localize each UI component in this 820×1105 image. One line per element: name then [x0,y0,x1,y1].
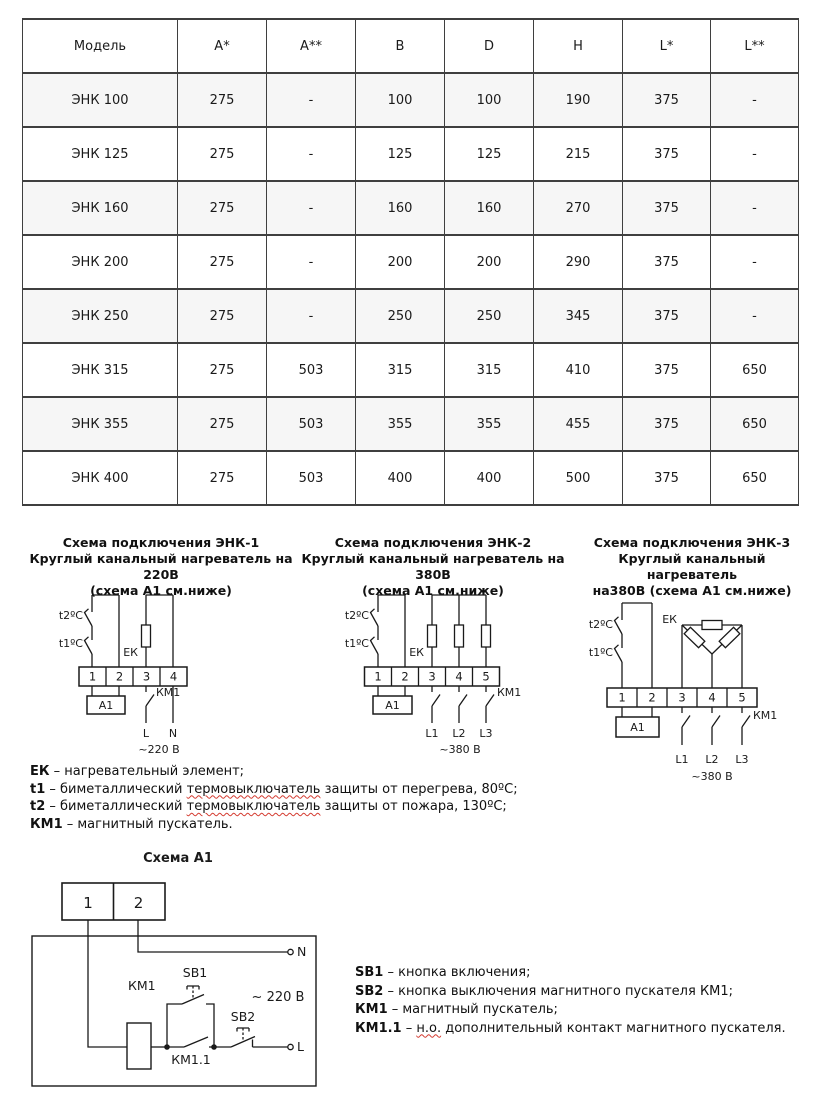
table-header-cell: L** [711,19,799,73]
table-cell: 200 [356,235,445,289]
terminal-number: 2 [401,669,409,684]
table-cell: 400 [356,451,445,505]
table-cell: - [711,289,799,343]
terminal-number: 3 [142,669,151,684]
table-cell: 275 [178,397,267,451]
legend-sep: – [383,965,399,980]
legend-sep: – [45,799,61,814]
terminal-number: 1 [83,894,93,912]
voltage-label: ~ 220 В [251,990,305,1005]
sb2-button-icon [214,1028,288,1047]
table-cell: ЭНК 315 [23,343,178,397]
legend-key: КМ1 [30,816,63,832]
legend-item-sb1 [355,964,815,983]
phase-l2-label: L2 [705,753,719,766]
table-row [23,289,799,343]
enk1-wiring-diagram [25,592,295,762]
table-cell: 650 [711,397,799,451]
table-cell: 275 [178,127,267,181]
legend-key: SB1 [355,965,384,980]
table-cell: 275 [178,73,267,127]
title-line: Круглый канальный нагреватель на 220В [29,551,293,582]
km1-contact-icon [432,686,494,723]
table-header-cell: L* [623,19,711,73]
table-cell: 375 [623,289,711,343]
legend-item-km1 [30,816,570,834]
legend-sep: – [45,781,61,797]
km1-label: КМ1 [497,686,522,699]
a1-label: А1 [630,721,645,734]
a1-label: А1 [98,699,114,712]
table-cell: 275 [178,451,267,505]
table-cell: ЭНК 250 [23,289,178,343]
table-cell: ЭНК 355 [23,397,178,451]
terminal-number: 5 [738,690,746,705]
schema-a1-diagram [25,875,330,1095]
enk1-wires [79,595,187,723]
title-line: (схема А1 см.ниже) [362,583,504,598]
terminal-number: 1 [618,690,626,705]
ek-label: ЕК [409,646,424,659]
table-row [23,451,799,505]
title-line: (схема А1 см.ниже) [90,583,232,598]
table-cell: 160 [445,181,534,235]
table-cell: - [267,289,356,343]
terminal-number: 1 [88,669,97,684]
legend-key: ЕК [30,764,50,779]
heater-resistor-icon [142,625,151,647]
table-row [23,343,799,397]
control-legend [355,964,815,1038]
phase-l3-label: L3 [479,727,493,740]
table-cell: - [267,181,356,235]
terminal-number: 5 [482,669,490,684]
table-row [23,235,799,289]
table-cell: 275 [178,235,267,289]
legend-text-wavy: н.о. [416,1020,442,1036]
legend-item-t1 [30,781,570,799]
legend-sep: – [49,764,65,779]
legend-text: кнопка включения; [398,965,531,980]
table-cell: 190 [534,73,623,127]
title-line: Круглый канальный нагреватель на 380В [301,551,565,582]
terminal-number: 2 [133,894,144,912]
legend-item-t2 [30,798,570,816]
ek-label: ЕК [123,646,138,659]
enk2-diagram-title [298,535,568,599]
components-legend [30,763,570,833]
t1-label: t1ºC [344,637,369,650]
table-header-row [23,19,799,73]
table-cell: 503 [267,397,356,451]
a1-label: А1 [385,699,400,712]
terminal-number: 2 [648,690,656,705]
sb2-label: SB2 [230,1009,256,1024]
table-cell: 315 [356,343,445,397]
legend-text: биметаллический [60,781,187,797]
enk1-diagram-title [25,535,297,599]
phase-l1-label: L1 [675,753,689,766]
table-cell: ЭНК 160 [23,181,178,235]
delta-heater-icon [682,621,742,655]
table-cell: ЭНК 125 [23,127,178,181]
table-cell: ЭНК 200 [23,235,178,289]
table-cell: 125 [356,127,445,181]
legend-text: защиты от перегрева, 80ºС; [320,781,518,797]
dimensions-table [22,18,799,506]
km1-label: КМ1 [128,978,156,993]
table-cell: - [711,127,799,181]
table-cell: 650 [711,451,799,505]
thermal-switch-icon [615,617,623,662]
table-cell: 355 [445,397,534,451]
legend-text: магнитный пускатель. [77,816,233,832]
table-cell: 100 [356,73,445,127]
voltage-label: ~220 В [138,743,180,756]
terminal-number: 4 [708,690,716,705]
table-cell: 375 [623,127,711,181]
table-cell: - [267,73,356,127]
table-cell: 500 [534,451,623,505]
n-terminal-icon [288,949,293,954]
km1-contact-icon [146,686,154,723]
km1-coil [127,1023,151,1069]
table-cell: 315 [445,343,534,397]
terminal-number: 4 [169,669,178,684]
neutral-n-label: N [168,727,178,740]
legend-item-ek [30,763,570,781]
title-line: Схема подключения ЭНК-2 [334,535,532,550]
table-cell: - [267,127,356,181]
sb1-label: SB1 [182,965,208,980]
table-header-cell: Н [534,19,623,73]
table-cell: 375 [623,73,711,127]
terminal-number: 4 [455,669,463,684]
t1-label: t1ºC [588,646,613,659]
legend-text: магнитный пускатель; [402,1002,558,1017]
km1-contact-icon [682,707,750,745]
table-row [23,397,799,451]
table-cell: - [267,235,356,289]
terminal-number: 3 [428,669,436,684]
table-row [23,73,799,127]
heater-resistor-icon [428,625,491,647]
voltage-label: ~380 В [439,743,481,756]
legend-item-km11 [355,1020,815,1039]
t2-label: t2ºC [344,609,369,622]
table-cell: ЭНК 100 [23,73,178,127]
legend-key: КМ1.1 [355,1020,402,1036]
thermal-switch-icon [85,609,93,654]
table-cell: 355 [356,397,445,451]
table-cell: 650 [711,343,799,397]
title-line: на380В (схема А1 см.ниже) [592,583,792,598]
enk3-wiring-diagram [580,595,815,795]
legend-sep: – [387,1002,403,1017]
table-cell: 270 [534,181,623,235]
table-cell: 410 [534,343,623,397]
legend-sep: – [62,816,78,832]
phase-l-label: L [142,727,150,740]
table-header-cell: А* [178,19,267,73]
ek-label: ЕК [662,613,677,626]
table-cell: 375 [623,235,711,289]
table-cell: - [711,181,799,235]
legend-text: дополнительный контакт магнитного пускателя. [441,1020,786,1036]
table-cell: 375 [623,397,711,451]
table-cell: 125 [445,127,534,181]
table-cell: 250 [356,289,445,343]
enk3-diagram-title [572,535,812,599]
table-row [23,127,799,181]
km11-label: КМ1.1 [171,1052,211,1067]
legend-text-wavy: термовыключатель [186,799,321,814]
t1-label: t1ºC [58,637,83,650]
km1-label: КМ1 [753,709,778,722]
legend-key: t1 [30,781,46,797]
legend-key: SB2 [355,983,384,999]
t2-label: t2ºC [588,618,613,631]
legend-text: защиты от пожара, 130ºС; [320,799,507,814]
table-cell: 503 [267,343,356,397]
legend-item-sb2 [355,983,815,1002]
table-cell: 275 [178,289,267,343]
title-line: Схема подключения ЭНК-3 [593,535,791,550]
legend-text: кнопка выключения магнитного пускателя КМ1; [398,983,734,999]
table-cell: 275 [178,343,267,397]
junction-node [164,1044,170,1050]
title-line: Круглый канальный нагреватель [618,551,766,582]
title-line: Схема подключения ЭНК-1 [62,535,260,550]
t2-label: t2ºC [58,609,83,622]
table-cell: 290 [534,235,623,289]
table-cell: - [711,235,799,289]
phase-l-label: L [297,1039,304,1054]
table-cell: - [711,73,799,127]
terminal-number: 3 [678,690,686,705]
table-cell: 375 [623,343,711,397]
phase-l3-label: L3 [735,753,749,766]
table-cell: 400 [445,451,534,505]
table-cell: 455 [534,397,623,451]
table-cell: 250 [445,289,534,343]
legend-text-wavy: термовыключатель [186,781,321,797]
schema-a1-title: Схема А1 [143,851,213,866]
table-cell: 215 [534,127,623,181]
legend-item-km1 [355,1001,815,1020]
table-cell: 275 [178,181,267,235]
table-header-cell: В [356,19,445,73]
table-cell: 100 [445,73,534,127]
terminal-number: 2 [115,669,124,684]
phase-l1-label: L1 [425,727,439,740]
terminal-number: 1 [374,669,382,684]
table-cell: 200 [445,235,534,289]
neutral-n-label: N [297,944,307,959]
table-cell: 160 [356,181,445,235]
table-cell: 345 [534,289,623,343]
junction-node [211,1044,217,1050]
enk2-wiring-diagram [300,592,565,762]
legend-sep: – [401,1020,417,1036]
legend-key: t2 [30,799,46,814]
table-header-cell: Модель [23,19,178,73]
table-cell: 503 [267,451,356,505]
legend-text: нагревательный элемент; [64,764,245,779]
legend-key: КМ1 [355,1002,388,1017]
l-terminal-icon [288,1044,293,1049]
phase-l2-label: L2 [452,727,466,740]
legend-sep: – [383,983,399,999]
km1-label: КМ1 [156,686,181,699]
voltage-label: ~380 В [691,770,733,783]
table-cell: 375 [623,451,711,505]
table-cell: ЭНК 400 [23,451,178,505]
legend-text: биметаллический [60,799,187,814]
km11-contact-icon [167,1037,214,1047]
table-header-cell: D [445,19,534,73]
table-header-cell: А** [267,19,356,73]
thermal-switch-icon [371,609,379,654]
table-cell: 375 [623,181,711,235]
table-row [23,181,799,235]
